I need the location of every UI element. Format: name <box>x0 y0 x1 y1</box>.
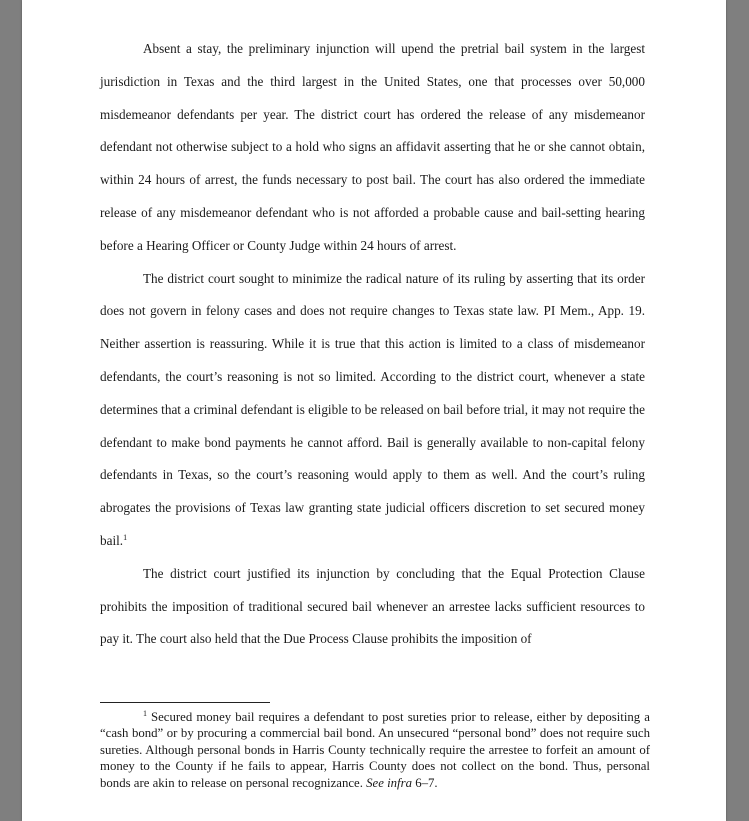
footnote <box>100 709 650 791</box>
paragraph-3 <box>100 558 645 656</box>
document-page <box>22 0 726 821</box>
footnote-cite-pages: 6–7. <box>415 775 438 790</box>
paragraph-2 <box>100 263 645 558</box>
paragraph-1 <box>100 33 645 263</box>
footnote-number: 1 <box>143 709 147 718</box>
footnote-cite-signal: See infra <box>366 775 412 790</box>
body-text <box>100 33 645 656</box>
paragraph-3-text: The district court justified its injunction by concluding that the Equal Protection Clause prohibits the imposition of traditional secured bail whenever an arrestee lacks sufficient resources to pay it. The court also held that the Due Process Clause prohibits the imposition of <box>100 565 645 647</box>
footnote-reference[interactable]: 1 <box>123 532 128 542</box>
footnote-divider <box>100 702 270 703</box>
paragraph-1-text: Absent a stay, the preliminary injunction will upend the pretrial bail system in the largest jurisdiction in Texas and the third largest in the United States, one that processes over 50,000 misdemeanor defendants per year. The district court has ordered the release of any misdemeanor defendant not otherwise subject to a hold who signs an affidavit asserting that he or she cannot obtain, within 24 hours of arrest, the funds necessary to post bail. The court has also ordered the immediate release of any misdemeanor defendant who is not afforded a probable cause and bail-setting hearing before a Hearing Officer or County Judge within 24 hours of arrest. <box>100 41 645 253</box>
footnote-text: Secured money bail requires a defendant to post sureties prior to release, either by depositing a “cash bond” or by procuring a commercial bail bond. An unsecured “personal bond” does not require such sureties. Although personal bonds in Harris County technically require the arrestee to forfeit an amount of money to the County if he fails to appear, Harris County does not collect on the bond. Thus, personal bonds are akin to release on personal recognizance. <box>100 710 650 790</box>
paragraph-2-text: The district court sought to minimize the radical nature of its ruling by asserting that its order does not govern in felony cases and does not require changes to Texas state law. PI Mem., App. 19. Neither assertion is reassuring. While it is true that this action is limited to a class of misdemeanor defendants, the court’s reasoning is not so limited. According to the district court, whenever a state determines that a criminal defendant is eligible to be released on bail before trial, it may not require the defendant to make bond payments he cannot afford. Bail is generally available to non-capital felony defendants in Texas, so the court’s reasoning would apply to them as well. And the court’s ruling abrogates the provisions of Texas law granting state judicial officers discretion to set secured money bail. <box>100 270 645 548</box>
